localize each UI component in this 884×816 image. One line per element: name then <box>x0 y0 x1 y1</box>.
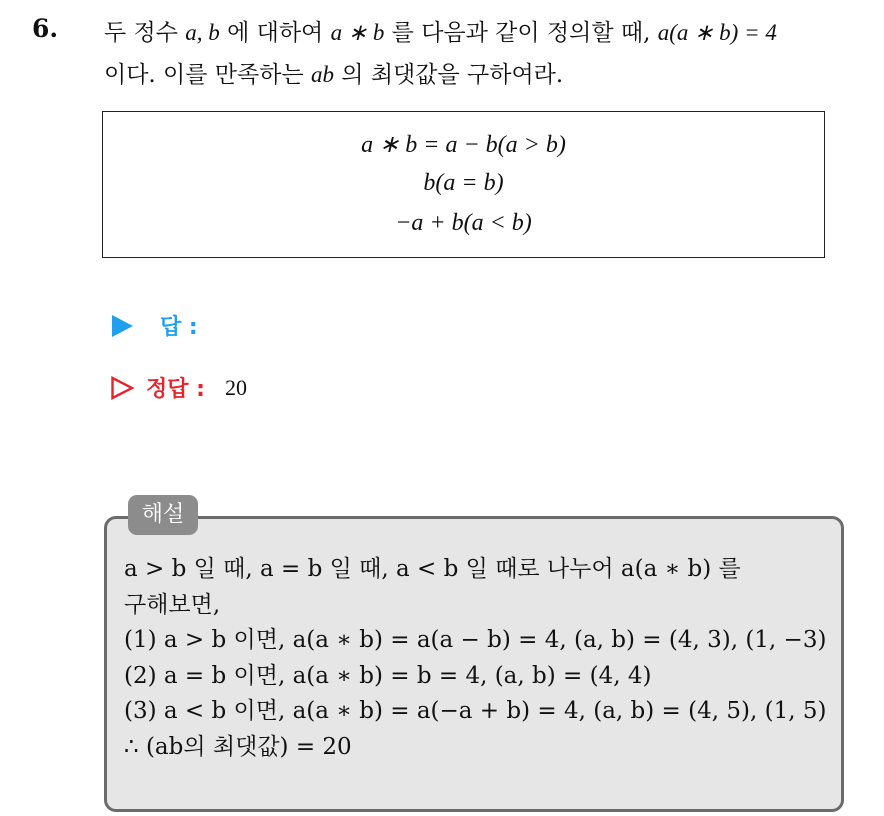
solution-line: a > b 일 때, a = b 일 때, a < b 일 때로 나누어 a(a ∗ b) 를 <box>124 556 741 582</box>
correct-answer-value: 20 <box>224 374 247 400</box>
solution-line: ∴ (ab의 최댓값) = 20 <box>124 733 352 760</box>
solution-line: 구해보면, <box>124 591 221 618</box>
definition-line: b(a = b) <box>423 170 504 196</box>
definition-line: −a + b(a < b) <box>395 210 532 236</box>
solution-body <box>124 552 834 765</box>
solution-line: (2) a = b 이면, a(a ∗ b) = b = 4, (a, b) = (4, 4) <box>124 662 652 689</box>
question-math: a, b <box>185 20 220 45</box>
correct-answer-row <box>110 372 247 403</box>
solution-tab: 해설 <box>128 495 198 535</box>
solution-line: (1) a > b 이면, a(a ∗ b) = a(a − b) = 4, (a, b) = (4, 3), (1, −3) <box>124 627 827 653</box>
question-number: 6. <box>32 14 59 43</box>
question-text-part: 이다. 이를 만족하는 <box>104 62 311 88</box>
question-text-part: 에 대하여 <box>219 20 331 46</box>
correct-answer-label: 정답 : <box>146 377 205 402</box>
answer-label: 답 : <box>160 315 198 340</box>
question-math: ab <box>311 62 334 87</box>
question-math: a(a ∗ b) = 4 <box>657 20 777 45</box>
question-text <box>104 12 874 96</box>
play-filled-icon <box>110 314 134 338</box>
question-text-part: 를 다음과 같이 정의할 때, <box>384 20 658 46</box>
question-text-part: 의 최댓값을 구하여라. <box>334 62 564 88</box>
play-outline-icon <box>110 376 134 400</box>
definition-line: a ∗ b = a − b(a > b) <box>361 132 566 158</box>
solution-line: (3) a < b 이면, a(a ∗ b) = a(−a + b) = 4, (a, b) = (4, 5), (1, 5) <box>124 698 827 724</box>
definition-box <box>102 111 825 258</box>
question-math: a ∗ b <box>330 20 385 45</box>
question-text-part: 두 정수 <box>104 20 186 46</box>
answer-row <box>110 310 198 341</box>
